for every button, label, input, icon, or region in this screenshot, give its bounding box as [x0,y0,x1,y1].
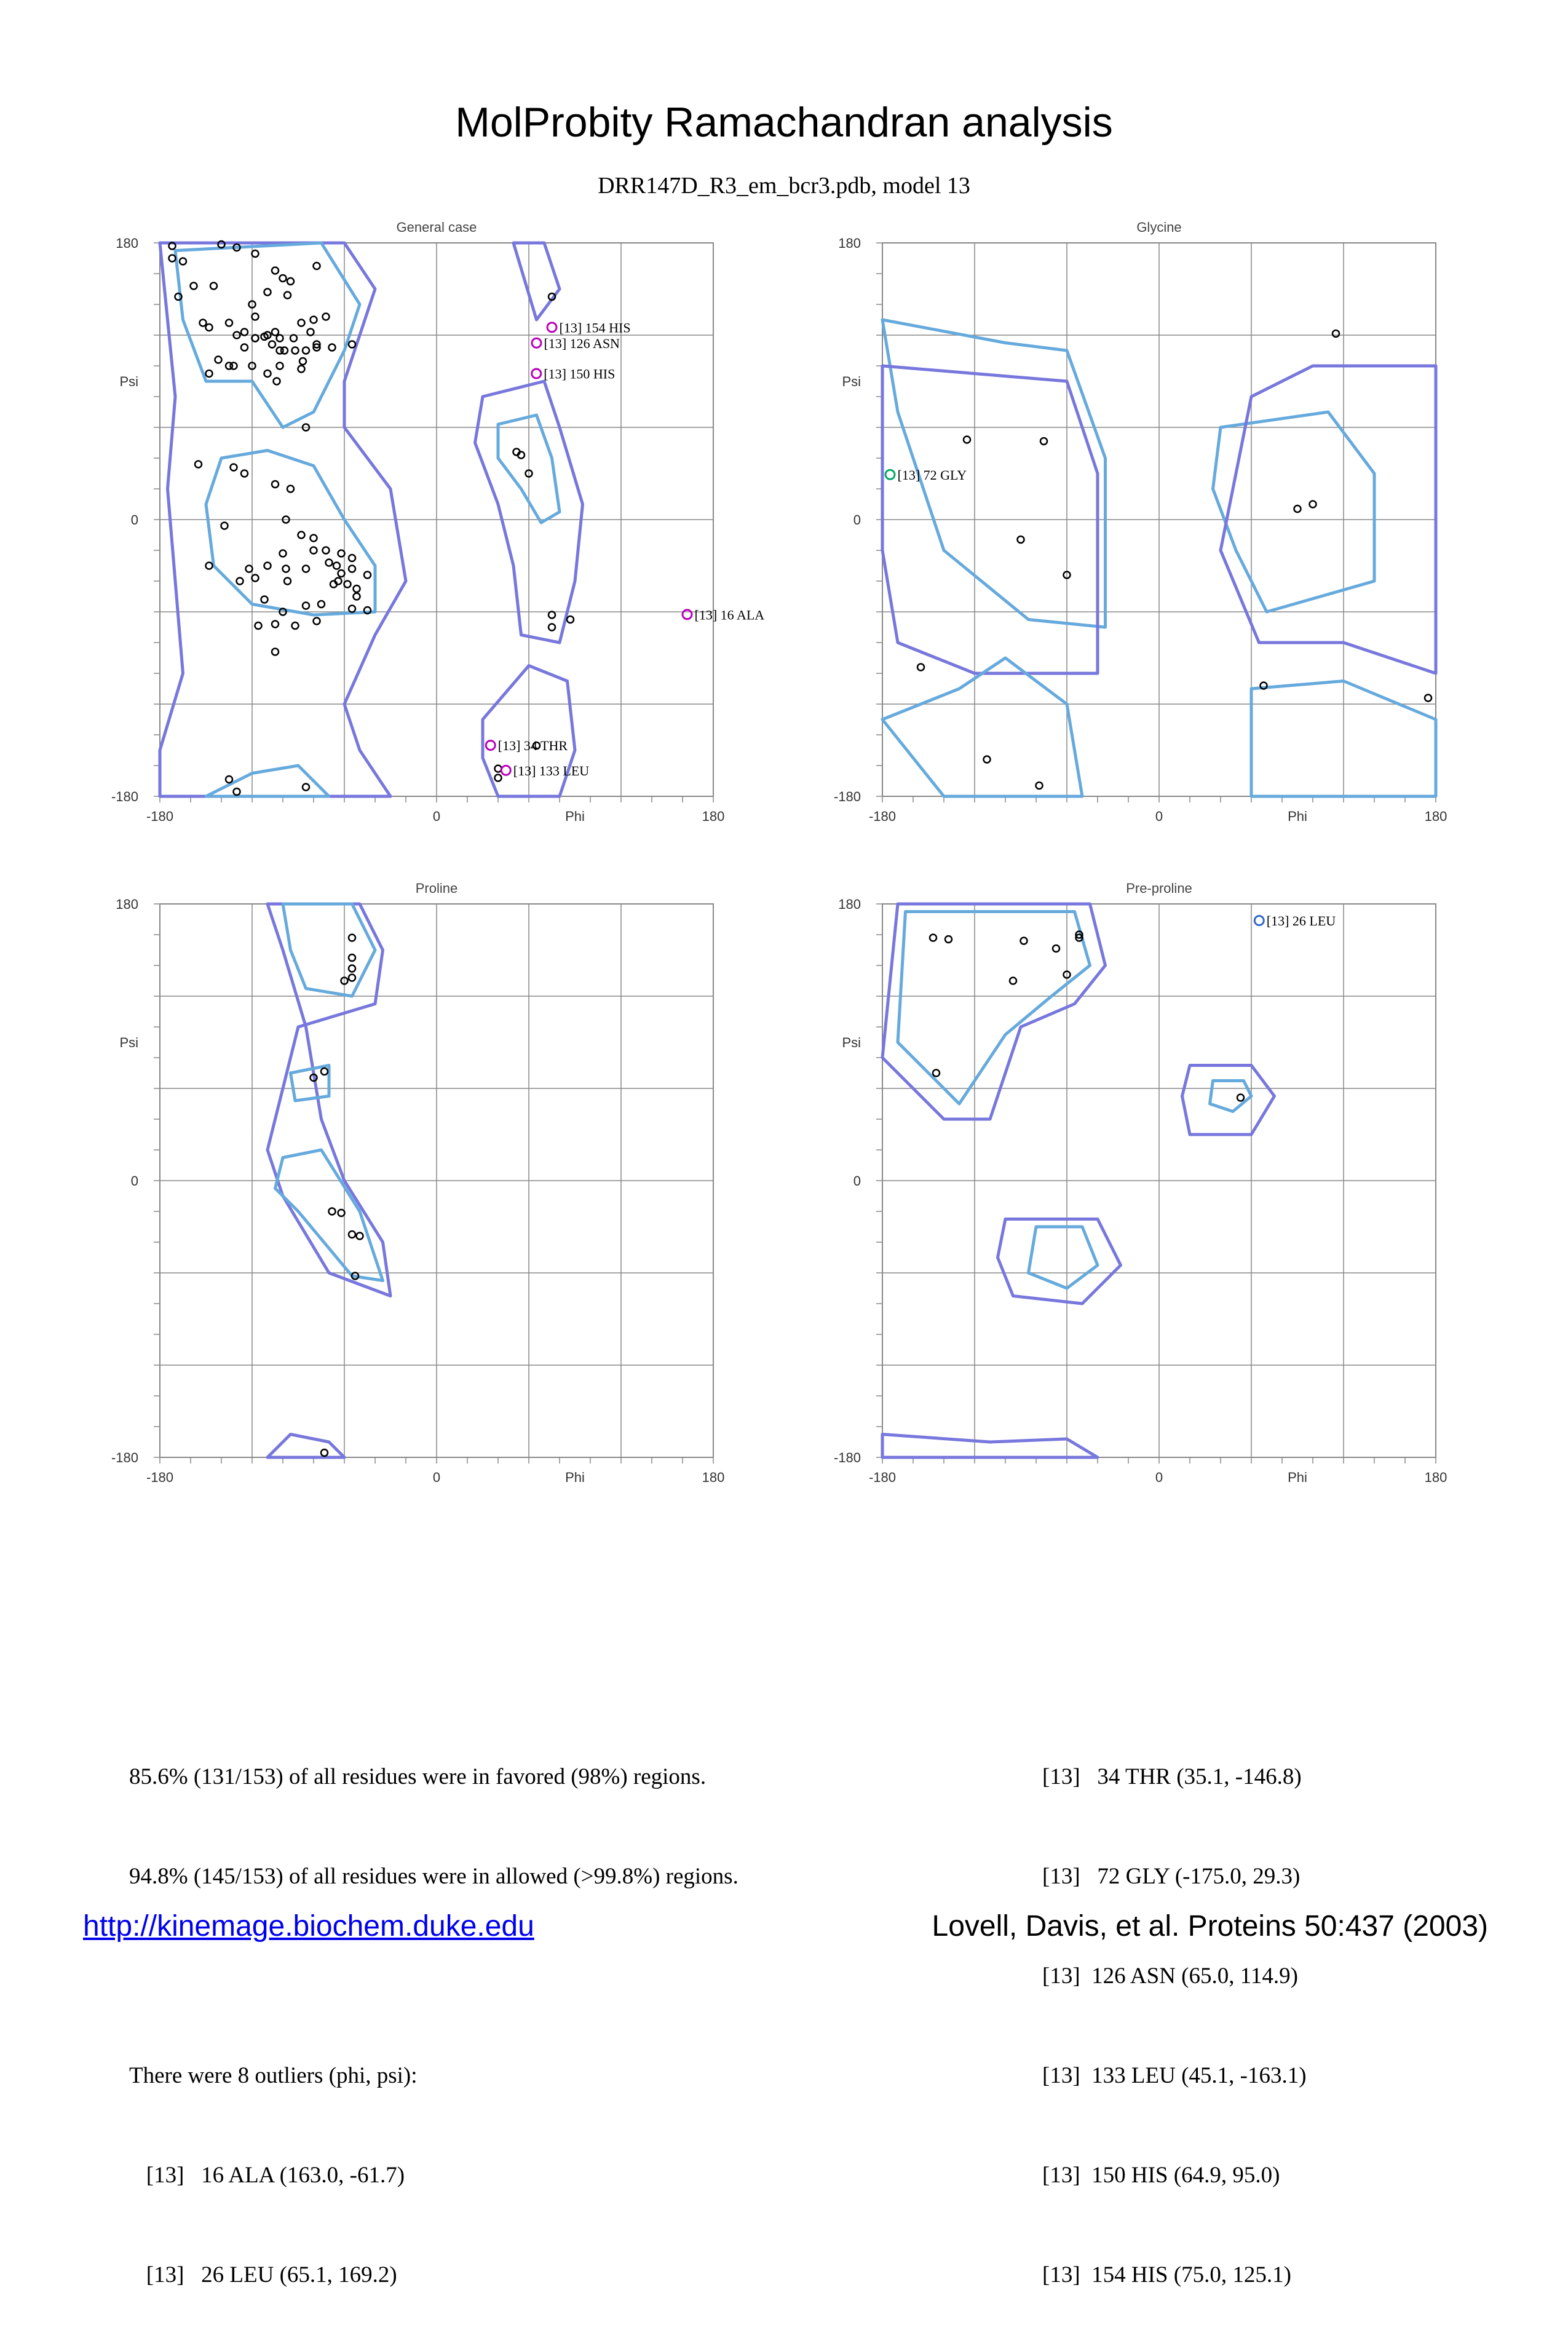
data-point [318,601,325,608]
data-point [303,603,309,609]
favored-contour [206,451,375,616]
data-point [284,292,291,299]
data-point [246,566,253,572]
data-point [349,954,355,961]
outlier-label: [13] 126 ASN [544,335,620,351]
data-point [1294,505,1301,512]
outlier-label: [13] 16 ALA [694,607,765,623]
y-tick-label: -180 [111,1450,138,1465]
data-point [200,320,207,327]
data-point [1036,782,1043,789]
data-point [264,289,271,296]
data-point [1053,945,1059,952]
data-point [287,278,294,285]
data-point [272,481,279,488]
data-point [298,320,305,327]
data-point [210,283,217,290]
data-point [241,344,248,351]
y-axis-label: Psi [842,374,861,389]
data-point [321,1068,328,1075]
y-tick-label: 0 [130,512,138,528]
outlier-list-item: [13] 34 THR (35.1, -146.8) [1042,1764,1302,1789]
data-point [349,935,355,941]
allowed-contour [267,904,390,1296]
panel-title: Glycine [1136,220,1182,235]
panel-title: Proline [415,881,458,896]
x-axis-label: Phi [565,1470,585,1485]
data-point [933,1070,940,1077]
outlier-list-item: [13] 150 HIS (64.9, 95.0) [1042,2163,1280,2188]
allowed-contour [513,243,560,320]
data-point [964,437,970,443]
data-point [930,935,936,941]
outlier-label: [13] 133 LEU [513,762,590,778]
data-point [272,649,279,656]
outliers-header: There were 8 outliers (phi, psi): [129,2063,418,2088]
outlier-point [486,741,495,750]
outlier-list-item: [13] 126 ASN (65.0, 114.9) [1042,1963,1298,1989]
data-point [1021,938,1028,945]
outlier-list-right [1042,1694,1307,2325]
data-point [338,1210,345,1216]
data-point [226,776,232,783]
allowed-contour [882,1435,1098,1458]
kinemage-link[interactable]: http://kinemage.biochem.duke.edu [83,1910,534,1943]
x-tick-label: 180 [702,809,725,824]
x-tick-label: -180 [146,809,174,824]
outlier-point [532,338,541,347]
x-axis-label: Phi [565,809,585,824]
data-point [241,470,248,477]
data-point [299,358,306,365]
data-point [290,335,297,342]
data-point [1237,1095,1244,1101]
data-point [1310,501,1317,508]
data-point [284,578,291,585]
data-point [333,563,340,569]
page-subtitle: DRR147D_R3_em_bcr3.pdb, model 13 [598,173,970,199]
data-point [206,370,213,377]
data-point [303,566,309,572]
data-point [237,578,244,585]
data-point [169,255,176,262]
y-tick-label: 180 [116,897,138,912]
x-tick-label: -180 [146,1470,174,1485]
y-tick-label: -180 [833,1450,861,1465]
data-point [344,581,351,588]
data-point [349,1231,355,1238]
data-point [357,1233,363,1240]
data-point [303,784,309,791]
data-point [221,523,228,529]
outlier-point [1254,916,1264,925]
data-point [338,570,345,577]
favored-contour [283,904,375,996]
data-point [323,314,330,320]
data-point [329,344,336,351]
data-point [567,616,574,623]
data-point [349,341,355,348]
allowed-contour [267,1435,344,1458]
data-point [272,267,279,274]
outlier-list-item: [13] 72 GLY (-175.0, 29.3) [1042,1864,1301,1889]
data-point [349,975,355,981]
data-point [1018,536,1024,543]
data-point [252,314,259,320]
outlier-label: [13] 26 LEU [1266,913,1336,929]
x-tick-label: 0 [432,809,441,824]
data-point [298,366,305,373]
data-point [354,585,360,592]
outlier-point [501,766,510,775]
data-point [226,320,232,327]
data-point [272,621,279,628]
data-point [326,560,333,566]
citation: Lovell, Davis, et al. Proteins 50:437 (2003) [932,1910,1488,1943]
panel-title: Pre-proline [1126,881,1192,896]
favored-contour [1213,412,1375,612]
y-axis-label: Psi [119,374,138,389]
data-point [241,329,248,336]
allowed-summary: 94.8% (145/153) of all residues were in allowed (>99.8%) regions. [129,1864,738,1889]
page-title: MolProbity Ramachandran analysis [455,99,1113,146]
favored-contour [206,766,329,796]
x-tick-label: 180 [1424,809,1447,824]
y-tick-label: -180 [111,789,138,804]
x-tick-label: -180 [868,809,897,824]
data-point [261,596,268,603]
y-tick-label: 0 [853,1173,861,1189]
data-point [329,1208,336,1215]
data-point [180,258,186,265]
outlier-point [885,470,895,479]
outlier-label: [13] 154 HIS [559,320,631,336]
data-point [1040,438,1047,445]
x-tick-label: -180 [868,1470,897,1485]
data-point [264,370,271,377]
allowed-contour [998,1219,1121,1304]
data-point [303,347,309,354]
data-point [311,535,317,542]
data-point [269,341,275,348]
data-point [1010,978,1016,984]
data-point [272,329,279,336]
outlier-list-item: [13] 26 LEU (65.1, 169.2) [129,2262,397,2287]
y-axis-label: Psi [119,1035,138,1050]
data-point [195,461,202,468]
data-point [277,335,283,342]
data-point [255,622,262,629]
data-point [206,563,213,569]
favored-contour [1210,1081,1252,1112]
data-point [945,936,952,943]
data-point [354,593,360,600]
data-point [349,606,355,612]
y-tick-label: 0 [853,512,861,528]
data-point [311,317,317,323]
outlier-list-item: [13] 16 ALA (163.0, -61.7) [129,2163,405,2188]
data-point [338,550,345,557]
panel-title: General case [396,220,477,235]
data-point [349,555,355,561]
data-point [917,664,924,671]
x-tick-label: 0 [1155,1470,1163,1485]
data-point [349,566,355,572]
y-tick-label: 180 [838,897,861,912]
y-tick-label: -180 [833,789,861,804]
data-point [252,335,259,342]
data-point [323,547,330,554]
data-point [984,756,991,763]
outlier-point [683,610,692,619]
allowed-contour [882,904,1106,1119]
favored-contour [1029,1227,1098,1288]
summary-block [129,1694,738,2325]
data-point [252,250,259,257]
allowed-contour [1182,1066,1275,1135]
outlier-list-item: [13] 154 HIS (75.0, 125.1) [1042,2262,1291,2287]
x-axis-label: Phi [1288,809,1307,824]
data-point [298,532,305,539]
data-point [264,563,271,569]
y-tick-label: 180 [116,236,138,251]
y-tick-label: 180 [838,236,861,251]
data-point [287,486,294,493]
x-tick-label: 0 [432,1470,441,1485]
data-point [292,622,299,629]
x-axis-label: Phi [1288,1470,1307,1485]
data-point [314,263,320,269]
data-point [314,618,320,625]
outlier-list-item: [13] 133 LEU (45.1, -163.1) [1042,2063,1307,2088]
x-tick-label: 180 [702,1470,725,1485]
data-point [548,624,555,631]
data-point [311,547,317,554]
data-point [274,378,280,385]
favored-contour [882,658,1082,796]
outlier-label: [13] 72 GLY [897,467,967,483]
x-tick-label: 180 [1424,1470,1447,1485]
data-point [226,363,232,370]
data-point [191,283,197,290]
x-tick-label: 0 [1155,809,1163,824]
outlier-point [547,323,556,332]
data-point [281,347,288,354]
data-point [283,566,290,572]
data-point [234,788,240,795]
y-axis-label: Psi [842,1035,861,1050]
data-point [292,347,299,354]
data-point [277,363,283,370]
data-point [307,329,314,336]
data-point [206,324,213,331]
data-point [280,275,287,282]
data-point [349,965,355,972]
data-point [548,612,555,619]
data-point [364,572,371,579]
favored-contour [898,912,1090,1104]
data-point [231,464,237,471]
data-point [1332,330,1339,337]
favored-contour [291,1066,330,1101]
data-point [1425,695,1431,702]
data-point [280,550,287,557]
data-point [252,575,259,582]
outlier-point [532,369,541,378]
data-point [495,775,502,782]
y-tick-label: 0 [130,1173,138,1189]
outlier-label: [13] 34 THR [497,738,568,753]
favored-summary: 85.6% (131/153) of all residues were in favored (98%) regions. [129,1764,707,1789]
data-point [321,1449,328,1456]
outlier-label: [13] 150 HIS [544,366,616,382]
data-point [215,357,222,363]
